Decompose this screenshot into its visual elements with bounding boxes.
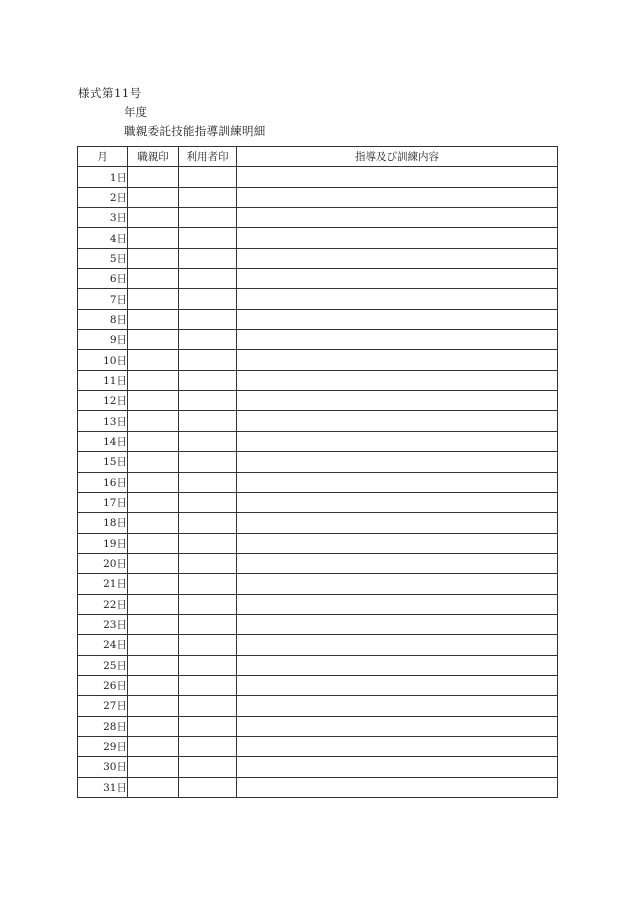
training-content-cell[interactable] [237, 391, 558, 411]
day-label: 29日 [78, 736, 128, 756]
staff-seal-cell[interactable] [128, 696, 179, 716]
user-seal-cell[interactable] [179, 757, 237, 777]
staff-seal-cell[interactable] [128, 635, 179, 655]
day-label: 25日 [78, 655, 128, 675]
staff-seal-cell[interactable] [128, 309, 179, 329]
day-label: 8日 [78, 309, 128, 329]
training-content-cell[interactable] [237, 289, 558, 309]
day-label: 30日 [78, 757, 128, 777]
table-row [78, 431, 558, 451]
training-content-cell[interactable] [237, 167, 558, 187]
staff-seal-cell[interactable] [128, 553, 179, 573]
user-seal-cell[interactable] [179, 614, 237, 634]
table-row [78, 452, 558, 472]
user-seal-cell[interactable] [179, 309, 237, 329]
training-content-cell[interactable] [237, 757, 558, 777]
training-content-cell[interactable] [237, 269, 558, 289]
day-label: 13日 [78, 411, 128, 431]
fiscal-year-label: 年度 [124, 105, 147, 119]
training-content-cell[interactable] [237, 574, 558, 594]
day-label: 19日 [78, 533, 128, 553]
staff-seal-cell[interactable] [128, 472, 179, 492]
training-content-cell[interactable] [237, 513, 558, 533]
staff-seal-cell[interactable] [128, 411, 179, 431]
user-seal-cell[interactable] [179, 472, 237, 492]
staff-seal-cell[interactable] [128, 594, 179, 614]
table-row [78, 208, 558, 228]
user-seal-cell[interactable] [179, 269, 237, 289]
training-content-cell[interactable] [237, 370, 558, 390]
table-row [78, 187, 558, 207]
staff-seal-cell[interactable] [128, 248, 179, 268]
day-label: 15日 [78, 452, 128, 472]
staff-seal-cell[interactable] [128, 269, 179, 289]
table-row [78, 289, 558, 309]
day-label: 31日 [78, 777, 128, 797]
training-content-cell[interactable] [237, 553, 558, 573]
staff-seal-cell[interactable] [128, 716, 179, 736]
day-label: 3日 [78, 208, 128, 228]
staff-seal-cell[interactable] [128, 228, 179, 248]
staff-seal-cell[interactable] [128, 675, 179, 695]
staff-seal-cell[interactable] [128, 289, 179, 309]
day-label: 20日 [78, 553, 128, 573]
training-content-cell[interactable] [237, 716, 558, 736]
staff-seal-cell[interactable] [128, 777, 179, 797]
user-seal-cell[interactable] [179, 736, 237, 756]
training-content-cell[interactable] [237, 635, 558, 655]
day-label: 7日 [78, 289, 128, 309]
staff-seal-cell[interactable] [128, 167, 179, 187]
day-label: 14日 [78, 431, 128, 451]
user-seal-cell[interactable] [179, 675, 237, 695]
training-content-cell[interactable] [237, 350, 558, 370]
day-label: 23日 [78, 614, 128, 634]
table-row [78, 391, 558, 411]
staff-seal-cell[interactable] [128, 391, 179, 411]
day-label: 17日 [78, 492, 128, 512]
table-row [78, 594, 558, 614]
day-label: 1日 [78, 167, 128, 187]
month-column-header: 月 [78, 147, 128, 167]
form-number: 様式第11号 [78, 86, 142, 100]
day-label: 4日 [78, 228, 128, 248]
content-column-header: 指導及び訓練内容 [237, 147, 558, 167]
user-seal-cell[interactable] [179, 594, 237, 614]
training-content-cell[interactable] [237, 533, 558, 553]
table-row [78, 655, 558, 675]
day-label: 22日 [78, 594, 128, 614]
staff-seal-cell[interactable] [128, 614, 179, 634]
user-seal-cell[interactable] [179, 492, 237, 512]
table-row [78, 350, 558, 370]
user-seal-cell[interactable] [179, 248, 237, 268]
user-seal-cell[interactable] [179, 330, 237, 350]
day-label: 16日 [78, 472, 128, 492]
table-row [78, 757, 558, 777]
staff-seal-cell[interactable] [128, 655, 179, 675]
table-row [78, 736, 558, 756]
table-row [78, 492, 558, 512]
training-content-cell[interactable] [237, 777, 558, 797]
staff-seal-cell[interactable] [128, 431, 179, 451]
user-seal-cell[interactable] [179, 513, 237, 533]
user-seal-cell[interactable] [179, 716, 237, 736]
training-content-cell[interactable] [237, 431, 558, 451]
staff-seal-cell[interactable] [128, 736, 179, 756]
table-row [78, 228, 558, 248]
table-row [78, 696, 558, 716]
table-row [78, 513, 558, 533]
day-label: 9日 [78, 330, 128, 350]
table-row [78, 533, 558, 553]
table-row [78, 777, 558, 797]
table-row [78, 614, 558, 634]
training-record-table [77, 146, 558, 798]
day-label: 27日 [78, 696, 128, 716]
table-row [78, 553, 558, 573]
training-content-cell[interactable] [237, 187, 558, 207]
training-content-cell[interactable] [237, 228, 558, 248]
staff-seal-cell[interactable] [128, 330, 179, 350]
training-content-cell[interactable] [237, 594, 558, 614]
user-seal-cell[interactable] [179, 370, 237, 390]
user-seal-cell[interactable] [179, 167, 237, 187]
staff-seal-column-header: 職親印 [128, 147, 179, 167]
training-content-cell[interactable] [237, 208, 558, 228]
document-title: 職親委託技能指導訓練明細 [124, 124, 266, 138]
user-seal-column-header: 利用者印 [179, 147, 237, 167]
user-seal-cell[interactable] [179, 391, 237, 411]
user-seal-cell[interactable] [179, 411, 237, 431]
training-content-cell[interactable] [237, 411, 558, 431]
user-seal-cell[interactable] [179, 187, 237, 207]
user-seal-cell[interactable] [179, 696, 237, 716]
staff-seal-cell[interactable] [128, 492, 179, 512]
training-content-cell[interactable] [237, 675, 558, 695]
training-content-cell[interactable] [237, 696, 558, 716]
day-label: 5日 [78, 248, 128, 268]
table-row [78, 248, 558, 268]
table-row [78, 411, 558, 431]
staff-seal-cell[interactable] [128, 533, 179, 553]
table-row [78, 574, 558, 594]
day-label: 28日 [78, 716, 128, 736]
day-label: 11日 [78, 370, 128, 390]
user-seal-cell[interactable] [179, 777, 237, 797]
training-content-cell[interactable] [237, 472, 558, 492]
table-row [78, 269, 558, 289]
user-seal-cell[interactable] [179, 350, 237, 370]
table-row [78, 675, 558, 695]
day-label: 21日 [78, 574, 128, 594]
day-label: 24日 [78, 635, 128, 655]
training-content-cell[interactable] [237, 655, 558, 675]
training-content-cell[interactable] [237, 452, 558, 472]
user-seal-cell[interactable] [179, 431, 237, 451]
table-row [78, 330, 558, 350]
staff-seal-cell[interactable] [128, 452, 179, 472]
staff-seal-cell[interactable] [128, 350, 179, 370]
training-content-cell[interactable] [237, 492, 558, 512]
table-row [78, 370, 558, 390]
staff-seal-cell[interactable] [128, 574, 179, 594]
user-seal-cell[interactable] [179, 635, 237, 655]
table-row [78, 309, 558, 329]
training-content-cell[interactable] [237, 736, 558, 756]
table-header-row [78, 147, 558, 167]
user-seal-cell[interactable] [179, 228, 237, 248]
user-seal-cell[interactable] [179, 655, 237, 675]
user-seal-cell[interactable] [179, 574, 237, 594]
day-rows [78, 167, 558, 798]
user-seal-cell[interactable] [179, 452, 237, 472]
day-label: 12日 [78, 391, 128, 411]
day-label: 10日 [78, 350, 128, 370]
user-seal-cell[interactable] [179, 208, 237, 228]
table-row [78, 167, 558, 187]
day-label: 2日 [78, 187, 128, 207]
staff-seal-cell[interactable] [128, 370, 179, 390]
table-row [78, 472, 558, 492]
training-content-cell[interactable] [237, 330, 558, 350]
training-content-cell[interactable] [237, 614, 558, 634]
user-seal-cell[interactable] [179, 533, 237, 553]
user-seal-cell[interactable] [179, 553, 237, 573]
table-row [78, 716, 558, 736]
staff-seal-cell[interactable] [128, 513, 179, 533]
training-content-cell[interactable] [237, 309, 558, 329]
day-label: 6日 [78, 269, 128, 289]
staff-seal-cell[interactable] [128, 208, 179, 228]
staff-seal-cell[interactable] [128, 187, 179, 207]
staff-seal-cell[interactable] [128, 757, 179, 777]
user-seal-cell[interactable] [179, 289, 237, 309]
table-row [78, 635, 558, 655]
day-label: 26日 [78, 675, 128, 695]
day-label: 18日 [78, 513, 128, 533]
training-content-cell[interactable] [237, 248, 558, 268]
